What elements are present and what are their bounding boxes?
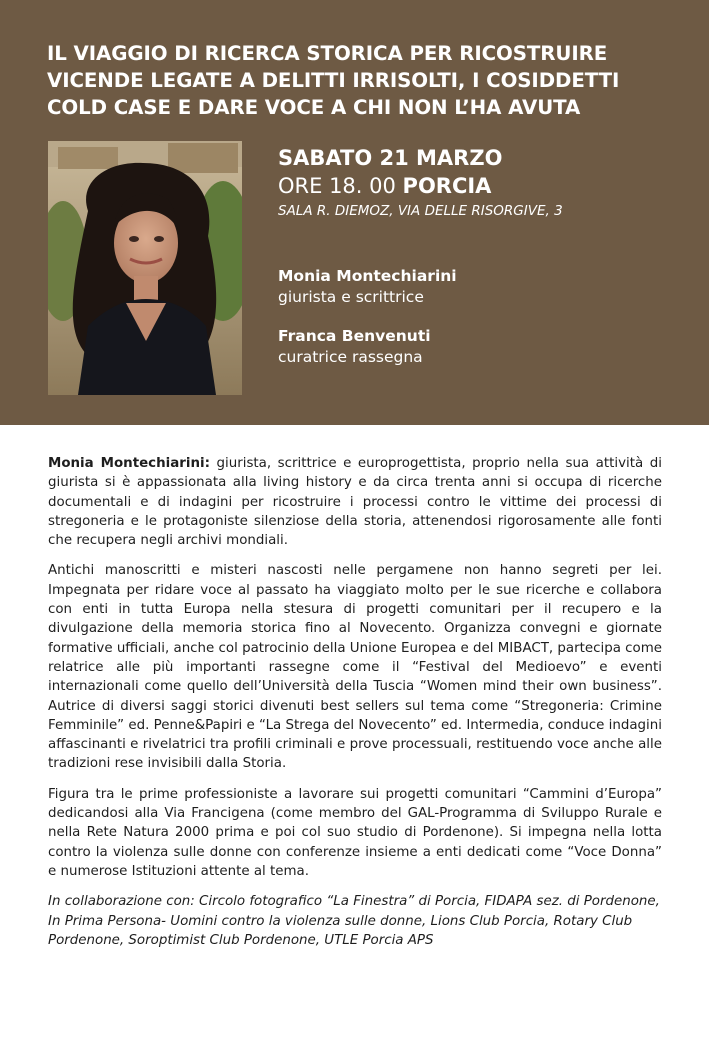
- bio-paragraph-2: Antichi manoscritti e misteri nascosti nelle pergamene non hanno segreti per lei. Impegnata per ridare voce al passato ha viaggiato molto per le sue ricerche e collabora con enti in tutta Europa nella stesura di progetti comunitari per il recupero e la divulgazione della memoria storica fino al Novecento. Organizza convegni e giornate formative ufficiali, anche col patrocinio della Unione Europea e del MIBACT, partecipa come relatrice alle più importanti rassegne come il “Festival del Medioevo” e eventi internazionali come quello dell’Università della Tuscia “Women mind their own business”. Autrice di diversi saggi storici divenuti best sellers sul tema come “Stregoneria: Crimine Femminile” ed. Penne&Papiri e “La Strega del Novecento” ed. Intermedia, conduce indagini affascinanti e rivelatrici tra profili criminali e prove processuali, restituendo voce anche alle tradizioni rese invisibili dalla Storia.: [48, 563, 662, 772]
- bio-paragraph-3: Figura tra le prime professioniste a lavorare sui progetti comunitari “Cammini d’Europa” dedicandosi alla Via Francigena (come membro del GAL-Programma di Sviluppo Rurale e nella Rete Natura 2000 prima e poi col suo studio di Pordenone). Si impegna nella lotta contro la violenza sulle donne con conferenze insieme a enti dedicati come “Voce Donna” e numerose Istituzioni attente al tema.: [48, 786, 662, 879]
- credits-paragraph: In collaborazione con: Circolo fotografico “La Finestra” di Porcia, FIDAPA sez. di Pordenone, In Prima Persona- Uomini contro la violenza sulle donne, Lions Club Porcia, Rotary Club Pordenone, Soroptimist Club Pordenone, UTLE Porcia APS: [48, 894, 660, 948]
- speaker-photo: [48, 141, 242, 395]
- bio-text: giurista, scrittrice e europrogettista, proprio nella sua attività di giurista si è appassionata alla living history e da circa trenta anni si occupa di ricerche documentali e di indagini per ricostruire i processi contro le vittime dei processi di stregoneria e le protagoniste silenziose della storia, attenendosi rigorosamente alle fonti che recupera negli archivi mondiali.: [48, 456, 662, 549]
- title-line: IL VIAGGIO DI RICERCA STORICA PER RICOSTRUIRE: [47, 42, 608, 65]
- biography: [48, 454, 662, 961]
- speaker-1: [278, 266, 457, 308]
- title-line: VICENDE LEGATE A DELITTI IRRISOLTI, I COSIDDETTI: [47, 69, 620, 92]
- event-date: SABATO 21 MARZO: [278, 146, 503, 170]
- speaker-2: [278, 326, 431, 368]
- speaker-name: Monia Montechiarini: [278, 267, 457, 285]
- speaker-role: curatrice rassegna: [278, 348, 423, 366]
- bio-lead: Monia Montechiarini:: [48, 456, 210, 471]
- title-line: COLD CASE E DARE VOCE A CHI NON L’HA AVUTA: [47, 96, 581, 119]
- event-time: ORE 18. 00: [278, 174, 396, 198]
- event-details: [278, 144, 688, 222]
- event-venue: SALA R. DIEMOZ, VIA DELLE RISORGIVE, 3: [278, 203, 563, 219]
- event-city: PORCIA: [402, 174, 492, 198]
- speaker-role: giurista e scrittrice: [278, 288, 424, 306]
- header-banner: [0, 0, 709, 425]
- event-time-line: [278, 172, 688, 200]
- page-title: [47, 40, 687, 121]
- bio-paragraph-1: [48, 454, 662, 550]
- speaker-name: Franca Benvenuti: [278, 327, 431, 345]
